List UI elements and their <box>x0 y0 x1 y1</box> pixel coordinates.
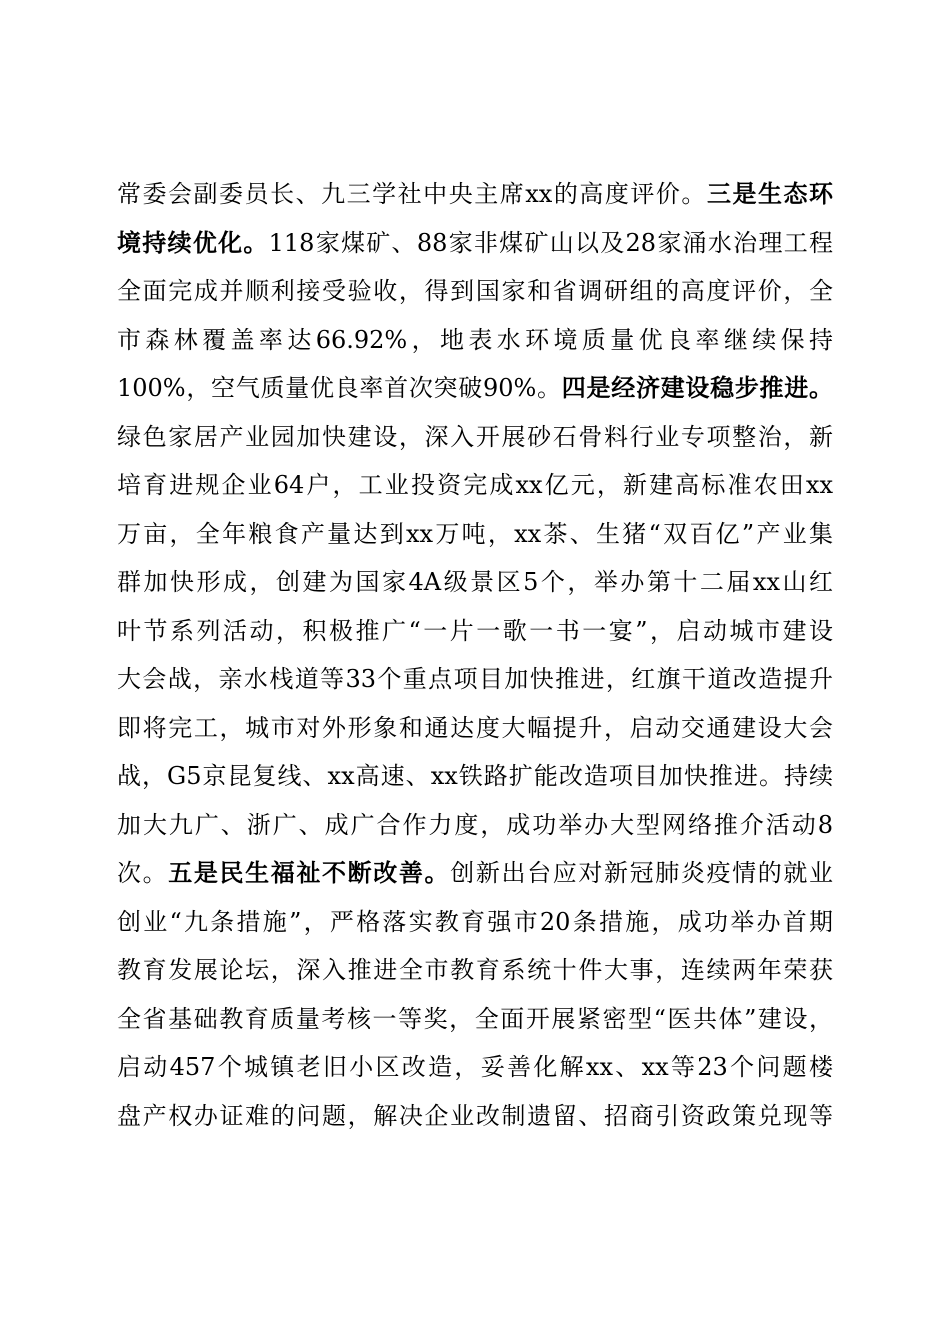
bold-heading-run: 三是生态环 <box>706 180 833 208</box>
bold-heading-run: 境持续优化。 <box>117 228 269 257</box>
text-run: 教育发展论坛，深入推进全市教育系统十件大事，连续两年荣获 <box>117 956 833 984</box>
text-run: 战，G5京昆复线、xx高速、xx铁路扩能改造项目加快推进。持续 <box>117 762 833 790</box>
text-line <box>117 413 833 462</box>
text-run: 100%，空气质量优良率首次突破90%。 <box>117 374 562 402</box>
text-run: 全省基础教育质量考核一等奖，全面开展紧密型“医共体”建设， <box>117 1004 833 1033</box>
text-line <box>117 1043 833 1092</box>
text-run: 培育进规企业64户，工业投资完成xx亿元，新建高标准农田xx <box>117 471 833 499</box>
text-line <box>117 801 833 850</box>
text-line <box>117 364 833 413</box>
bold-heading-run: 四是经济建设稳步推进。 <box>561 374 833 402</box>
text-line <box>117 946 833 995</box>
text-run: 叶节系列活动，积极推广“一片一歌一书一宴”，启动城市建设 <box>117 616 833 645</box>
text-line <box>117 1092 833 1141</box>
text-line <box>117 170 833 219</box>
text-line <box>117 461 833 510</box>
text-line <box>117 510 833 559</box>
text-run: 即将完工，城市对外形象和通达度大幅提升，启动交通建设大会 <box>117 713 833 742</box>
bold-heading-run: 五是民生福祉不断改善。 <box>168 859 451 887</box>
text-line <box>117 316 833 365</box>
text-line <box>117 558 833 607</box>
text-run: 绿色家居产业园加快建设，深入开展砂石骨料行业专项整治，新 <box>117 422 833 451</box>
text-run: 常委会副委员长、九三学社中央主席xx的高度评价。 <box>117 180 707 208</box>
text-run: 市森林覆盖率达66.92%，地表水环境质量优良率继续保持 <box>117 325 833 354</box>
text-run: 创业“九条措施”，严格落实教育强市20条措施，成功举办首期 <box>117 907 833 936</box>
body-text <box>117 170 833 1140</box>
text-run: 次。 <box>117 859 169 887</box>
text-line <box>117 704 833 753</box>
text-run: 群加快形成，创建为国家4A级景区5个，举办第十二届xx山红 <box>117 568 833 596</box>
text-line <box>117 219 833 268</box>
text-run: 118家煤矿、88家非煤矿山以及28家涌水治理工程 <box>268 228 833 257</box>
text-line <box>117 898 833 947</box>
text-run: 创新出台应对新冠肺炎疫情的就业 <box>450 859 834 887</box>
text-line <box>117 607 833 656</box>
text-run: 大会战，亲水栈道等33个重点项目加快推进，红旗干道改造提升 <box>117 665 833 693</box>
text-line <box>117 849 833 898</box>
text-run: 加大九广、浙广、成广合作力度，成功举办大型网络推介活动8 <box>117 810 833 839</box>
text-line <box>117 655 833 704</box>
text-line <box>117 995 833 1044</box>
text-line <box>117 267 833 316</box>
text-line <box>117 752 833 801</box>
text-run: 全面完成并顺利接受验收，得到国家和省调研组的高度评价，全 <box>117 277 833 305</box>
text-run: 启动457个城镇老旧小区改造，妥善化解xx、xx等23个问题楼 <box>117 1053 833 1081</box>
text-run: 万亩，全年粮食产量达到xx万吨，xx茶、生猪“双百亿”产业集 <box>117 519 833 548</box>
text-run: 盘产权办证难的问题，解决企业改制遗留、招商引资政策兑现等 <box>117 1101 833 1130</box>
